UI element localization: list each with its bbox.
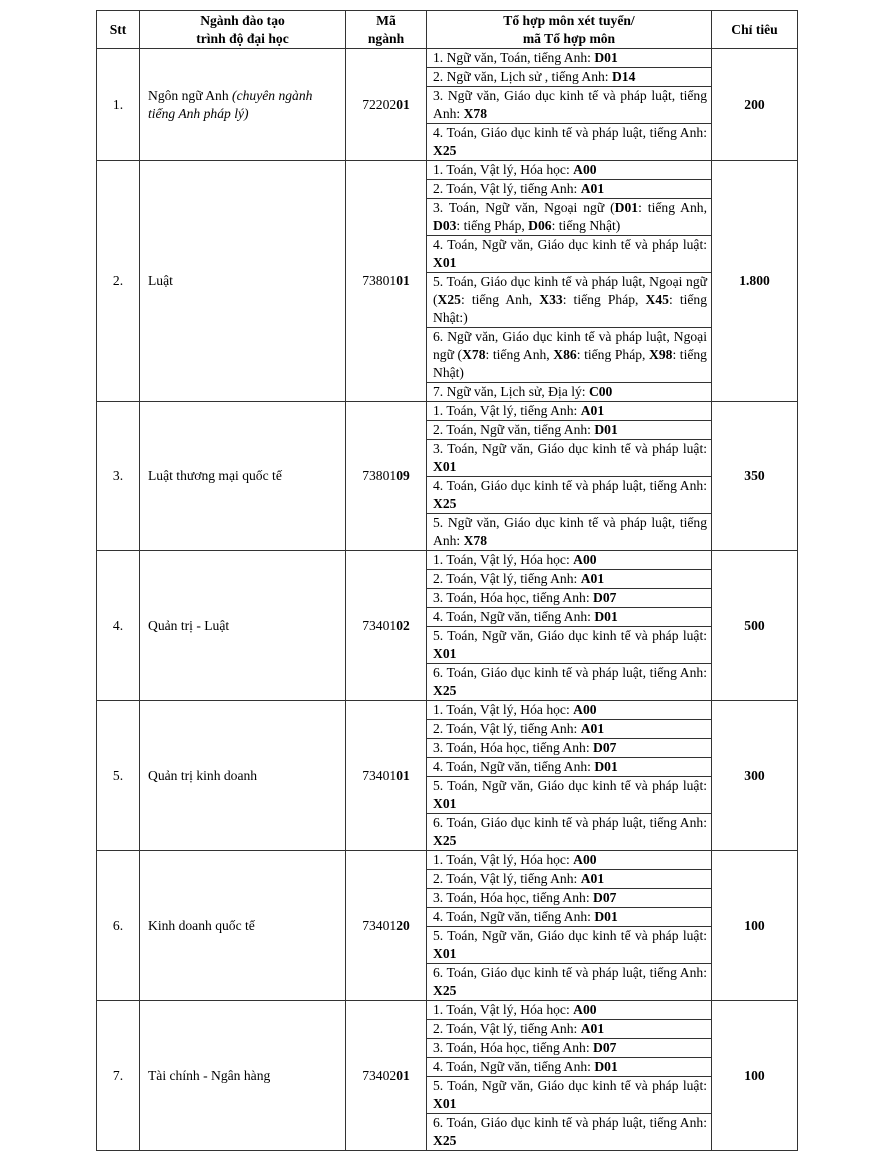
- table-row: [97, 701, 798, 720]
- combination-text: : tiếng Pháp,: [456, 218, 529, 233]
- combination-text: 6. Toán, Giáo dục kinh tế và pháp luật, tiếng Anh:: [433, 965, 707, 980]
- combination-text: 2. Toán, Ngữ văn, tiếng Anh:: [433, 422, 595, 437]
- combination-text: 3. Toán, Ngữ văn, Giáo dục kinh tế và pháp luật:: [433, 441, 707, 456]
- major-code-prefix: 73402: [362, 1067, 397, 1083]
- combination-code: D06: [528, 218, 552, 233]
- combination-text: : tiếng Anh,: [460, 292, 540, 307]
- combination-code: X01: [433, 646, 457, 661]
- combination-code: D01: [594, 609, 618, 624]
- major-code-suffix: 01: [396, 1067, 410, 1083]
- major-code-suffix: 20: [396, 917, 410, 933]
- row-number: 6.: [97, 851, 140, 1001]
- subject-combination: [427, 328, 712, 383]
- table-row: [97, 161, 798, 180]
- combination-text: 5. Ngữ văn, Giáo dục kinh tế và pháp luật, tiếng Anh:: [433, 515, 707, 548]
- combination-text: 3. Toán, Hóa học, tiếng Anh:: [433, 890, 594, 905]
- combination-code: A01: [580, 1021, 605, 1036]
- major-code: [346, 701, 427, 851]
- combination-code: X01: [433, 459, 457, 474]
- combination-code: D01: [594, 909, 618, 924]
- major-code: [346, 161, 427, 402]
- combination-code: D07: [593, 890, 617, 905]
- major-name-text: Kinh doanh quốc tế: [148, 917, 255, 933]
- quota-value: 100: [712, 1001, 798, 1151]
- subject-combination: [427, 664, 712, 701]
- header-combination: Tổ hợp môn xét tuyển/ mã Tổ hợp môn: [427, 11, 712, 49]
- combination-code: X01: [433, 1096, 457, 1111]
- table-body: [97, 49, 798, 1151]
- table-row: [97, 1001, 798, 1020]
- quota-value: 350: [712, 402, 798, 551]
- combination-code: A01: [580, 181, 605, 196]
- subject-combination: [427, 927, 712, 964]
- subject-combination: [427, 814, 712, 851]
- combination-code: X25: [433, 1133, 457, 1148]
- combination-text: 4. Toán, Ngữ văn, tiếng Anh:: [433, 759, 595, 774]
- combination-code: D07: [593, 1040, 617, 1055]
- combination-code: A00: [573, 1002, 597, 1017]
- combination-text: 3. Ngữ văn, Giáo dục kinh tế và pháp luật, tiếng Anh:: [433, 88, 707, 121]
- major-name-text: Ngôn ngữ Anh: [148, 87, 229, 103]
- combination-code: X25: [433, 496, 457, 511]
- subject-combination: [427, 758, 712, 777]
- row-number: 2.: [97, 161, 140, 402]
- subject-combination: [427, 1039, 712, 1058]
- major-code-prefix: 72202: [362, 96, 397, 112]
- subject-combination: [427, 851, 712, 870]
- combination-text: 1. Toán, Vật lý, Hóa học:: [433, 1002, 574, 1017]
- major-code-suffix: 01: [396, 767, 410, 783]
- subject-combination: [427, 383, 712, 402]
- combination-code: X25: [433, 983, 457, 998]
- combination-text: 5. Toán, Ngữ văn, Giáo dục kinh tế và pháp luật:: [433, 1078, 707, 1093]
- combination-text: : tiếng Pháp,: [562, 292, 646, 307]
- combination-text: 1. Toán, Vật lý, Hóa học:: [433, 702, 574, 717]
- combination-text: 3. Toán, Hóa học, tiếng Anh:: [433, 740, 594, 755]
- combination-text: 1. Toán, Vật lý, Hóa học:: [433, 162, 574, 177]
- quota-value: 100: [712, 851, 798, 1001]
- combination-code: X25: [433, 143, 457, 158]
- combination-code: D01: [614, 200, 639, 215]
- header-stt: Stt: [97, 11, 140, 49]
- major-code-prefix: 73401: [362, 767, 397, 783]
- combination-code: D01: [594, 422, 618, 437]
- combination-text: 4. Toán, Ngữ văn, tiếng Anh:: [433, 1059, 595, 1074]
- combination-text: 6. Toán, Giáo dục kinh tế và pháp luật, tiếng Anh:: [433, 1115, 707, 1130]
- quota-value: 500: [712, 551, 798, 701]
- subject-combination: [427, 49, 712, 68]
- major-code: [346, 402, 427, 551]
- combination-code: D01: [594, 50, 618, 65]
- combination-text: 4. Toán, Giáo dục kinh tế và pháp luật, tiếng Anh:: [433, 478, 707, 493]
- combination-code: A00: [573, 702, 597, 717]
- subject-combination: [427, 1114, 712, 1151]
- combination-text: 2. Toán, Vật lý, tiếng Anh:: [433, 181, 581, 196]
- major-name: [140, 851, 346, 1001]
- combination-code: X25: [433, 683, 457, 698]
- combination-code: A01: [580, 871, 605, 886]
- combination-code: D01: [594, 1059, 618, 1074]
- row-number: 4.: [97, 551, 140, 701]
- combination-code: D01: [594, 759, 618, 774]
- combination-text: 4. Toán, Ngữ văn, tiếng Anh:: [433, 609, 595, 624]
- subject-combination: [427, 161, 712, 180]
- combination-text: 6. Ngữ văn, Giáo dục kinh tế và pháp luật, Ngoại ngữ (: [433, 329, 707, 362]
- subject-combination: [427, 421, 712, 440]
- major-name: [140, 701, 346, 851]
- subject-combination: [427, 720, 712, 739]
- combination-code: D07: [593, 740, 617, 755]
- quota-value: 300: [712, 701, 798, 851]
- combination-code: A00: [573, 162, 597, 177]
- major-code-suffix: 02: [396, 617, 410, 633]
- combination-text: : tiếng Pháp,: [576, 347, 650, 362]
- combination-code: X01: [433, 255, 457, 270]
- row-number: 3.: [97, 402, 140, 551]
- quota-value: 200: [712, 49, 798, 161]
- subject-combination: [427, 889, 712, 908]
- combination-text: 7. Ngữ văn, Lịch sử, Địa lý:: [433, 384, 589, 399]
- combination-code: D14: [611, 69, 636, 84]
- major-name-text: Quản trị - Luật: [148, 617, 230, 633]
- combination-code: A00: [573, 552, 597, 567]
- combination-code: A01: [580, 403, 605, 418]
- combination-text: : tiếng Anh,: [638, 200, 707, 215]
- subject-combination: [427, 440, 712, 477]
- combination-code: X78: [463, 106, 488, 121]
- subject-combination: [427, 777, 712, 814]
- major-code-prefix: 73401: [362, 617, 397, 633]
- table-row: [97, 49, 798, 68]
- combination-text: 5. Toán, Ngữ văn, Giáo dục kinh tế và pháp luật:: [433, 628, 707, 643]
- combination-text: 2. Ngữ văn, Lịch sử , tiếng Anh:: [433, 69, 612, 84]
- admission-table: [96, 10, 798, 1151]
- major-name: [140, 161, 346, 402]
- table-row: [97, 851, 798, 870]
- combination-code: D07: [593, 590, 617, 605]
- combination-text: 4. Toán, Ngữ văn, Giáo dục kinh tế và pháp luật:: [433, 237, 707, 252]
- major-code: [346, 851, 427, 1001]
- combination-code: X78: [462, 347, 486, 362]
- subject-combination: [427, 273, 712, 328]
- subject-combination: [427, 608, 712, 627]
- major-code-suffix: 01: [396, 273, 410, 288]
- subject-combination: [427, 589, 712, 608]
- quota-value: 1.800: [712, 161, 798, 402]
- major-code-prefix: 73801: [362, 468, 397, 483]
- combination-code: D03: [433, 218, 457, 233]
- subject-combination: [427, 627, 712, 664]
- subject-combination: [427, 199, 712, 236]
- subject-combination: [427, 964, 712, 1001]
- combination-text: 3. Toán, Ngữ văn, Ngoại ngữ (: [433, 200, 615, 215]
- major-name-text: Luật thương mại quốc tế: [148, 468, 282, 483]
- major-name: [140, 402, 346, 551]
- combination-code: X45: [645, 292, 669, 307]
- header-major: Ngành đào tạo trình độ đại học: [140, 11, 346, 49]
- combination-text: : tiếng Anh,: [485, 347, 554, 362]
- combination-text: 6. Toán, Giáo dục kinh tế và pháp luật, tiếng Anh:: [433, 815, 707, 830]
- combination-text: 6. Toán, Giáo dục kinh tế và pháp luật, tiếng Anh:: [433, 665, 707, 680]
- subject-combination: [427, 1077, 712, 1114]
- header-code: Mã ngành: [346, 11, 427, 49]
- major-code-prefix: 73401: [362, 917, 397, 933]
- row-number: 1.: [97, 49, 140, 161]
- subject-combination: [427, 1020, 712, 1039]
- combination-code: X98: [649, 347, 673, 362]
- combination-text: 2. Toán, Vật lý, tiếng Anh:: [433, 871, 581, 886]
- subject-combination: [427, 124, 712, 161]
- combination-text: 2. Toán, Vật lý, tiếng Anh:: [433, 1021, 581, 1036]
- combination-text: 3. Toán, Hóa học, tiếng Anh:: [433, 590, 594, 605]
- combination-text: : tiếng Nhật): [433, 347, 707, 380]
- combination-code: A01: [580, 571, 605, 586]
- combination-code: A00: [573, 852, 597, 867]
- combination-code: X86: [553, 347, 577, 362]
- combination-code: X01: [433, 946, 457, 961]
- subject-combination: [427, 739, 712, 758]
- subject-combination: [427, 551, 712, 570]
- combination-code: X33: [539, 292, 563, 307]
- combination-text: 2. Toán, Vật lý, tiếng Anh:: [433, 721, 581, 736]
- subject-combination: [427, 68, 712, 87]
- subject-combination: [427, 236, 712, 273]
- combination-text: 2. Toán, Vật lý, tiếng Anh:: [433, 571, 581, 586]
- combination-text: 1. Toán, Vật lý, tiếng Anh:: [433, 403, 581, 418]
- combination-text: 3. Toán, Hóa học, tiếng Anh:: [433, 1040, 594, 1055]
- subject-combination: [427, 1001, 712, 1020]
- subject-combination: [427, 870, 712, 889]
- subject-combination: [427, 477, 712, 514]
- combination-code: X78: [463, 533, 488, 548]
- combination-text: 1. Ngữ văn, Toán, tiếng Anh:: [433, 50, 595, 65]
- combination-text: 5. Toán, Ngữ văn, Giáo dục kinh tế và pháp luật:: [433, 928, 707, 943]
- major-code-suffix: 01: [396, 96, 410, 112]
- table-row: [97, 551, 798, 570]
- row-number: 5.: [97, 701, 140, 851]
- major-code: [346, 1001, 427, 1151]
- table-row: [97, 402, 798, 421]
- combination-text: 1. Toán, Vật lý, Hóa học:: [433, 552, 574, 567]
- combination-code: C00: [588, 384, 613, 399]
- combination-text: : tiếng Nhật:): [433, 292, 708, 325]
- major-name-text: Quản trị kinh doanh: [148, 767, 258, 783]
- subject-combination: [427, 570, 712, 589]
- combination-text: 1. Toán, Vật lý, Hóa học:: [433, 852, 574, 867]
- header-row: [97, 11, 798, 49]
- combination-text: 5. Toán, Ngữ văn, Giáo dục kinh tế và pháp luật:: [433, 778, 707, 793]
- major-name: [140, 49, 346, 161]
- subject-combination: [427, 514, 712, 551]
- major-code: [346, 551, 427, 701]
- subject-combination: [427, 87, 712, 124]
- major-code-prefix: 73801: [362, 273, 397, 288]
- combination-code: X01: [433, 796, 457, 811]
- combination-code: X25: [437, 292, 461, 307]
- major-name-text: Luật: [148, 273, 173, 288]
- subject-combination: [427, 701, 712, 720]
- combination-code: X25: [433, 833, 457, 848]
- subject-combination: [427, 1058, 712, 1077]
- major-name: [140, 551, 346, 701]
- subject-combination: [427, 908, 712, 927]
- major-name-text: Tài chính - Ngân hàng: [148, 1067, 271, 1083]
- major-code-suffix: 09: [396, 468, 410, 483]
- header-quota: Chỉ tiêu: [712, 11, 798, 49]
- combination-code: A01: [580, 721, 605, 736]
- combination-text: : tiếng Nhật): [551, 218, 621, 233]
- major-name: [140, 1001, 346, 1151]
- subject-combination: [427, 180, 712, 199]
- major-code: [346, 49, 427, 161]
- combination-text: 4. Toán, Giáo dục kinh tế và pháp luật, tiếng Anh:: [433, 125, 707, 140]
- subject-combination: [427, 402, 712, 421]
- major-name-note: (chuyên ngành tiếng Anh pháp lý): [148, 87, 313, 121]
- combination-text: 5. Toán, Giáo dục kinh tế và pháp luật, Ngoại ngữ (: [433, 274, 707, 307]
- row-number: 7.: [97, 1001, 140, 1151]
- combination-text: 4. Toán, Ngữ văn, tiếng Anh:: [433, 909, 595, 924]
